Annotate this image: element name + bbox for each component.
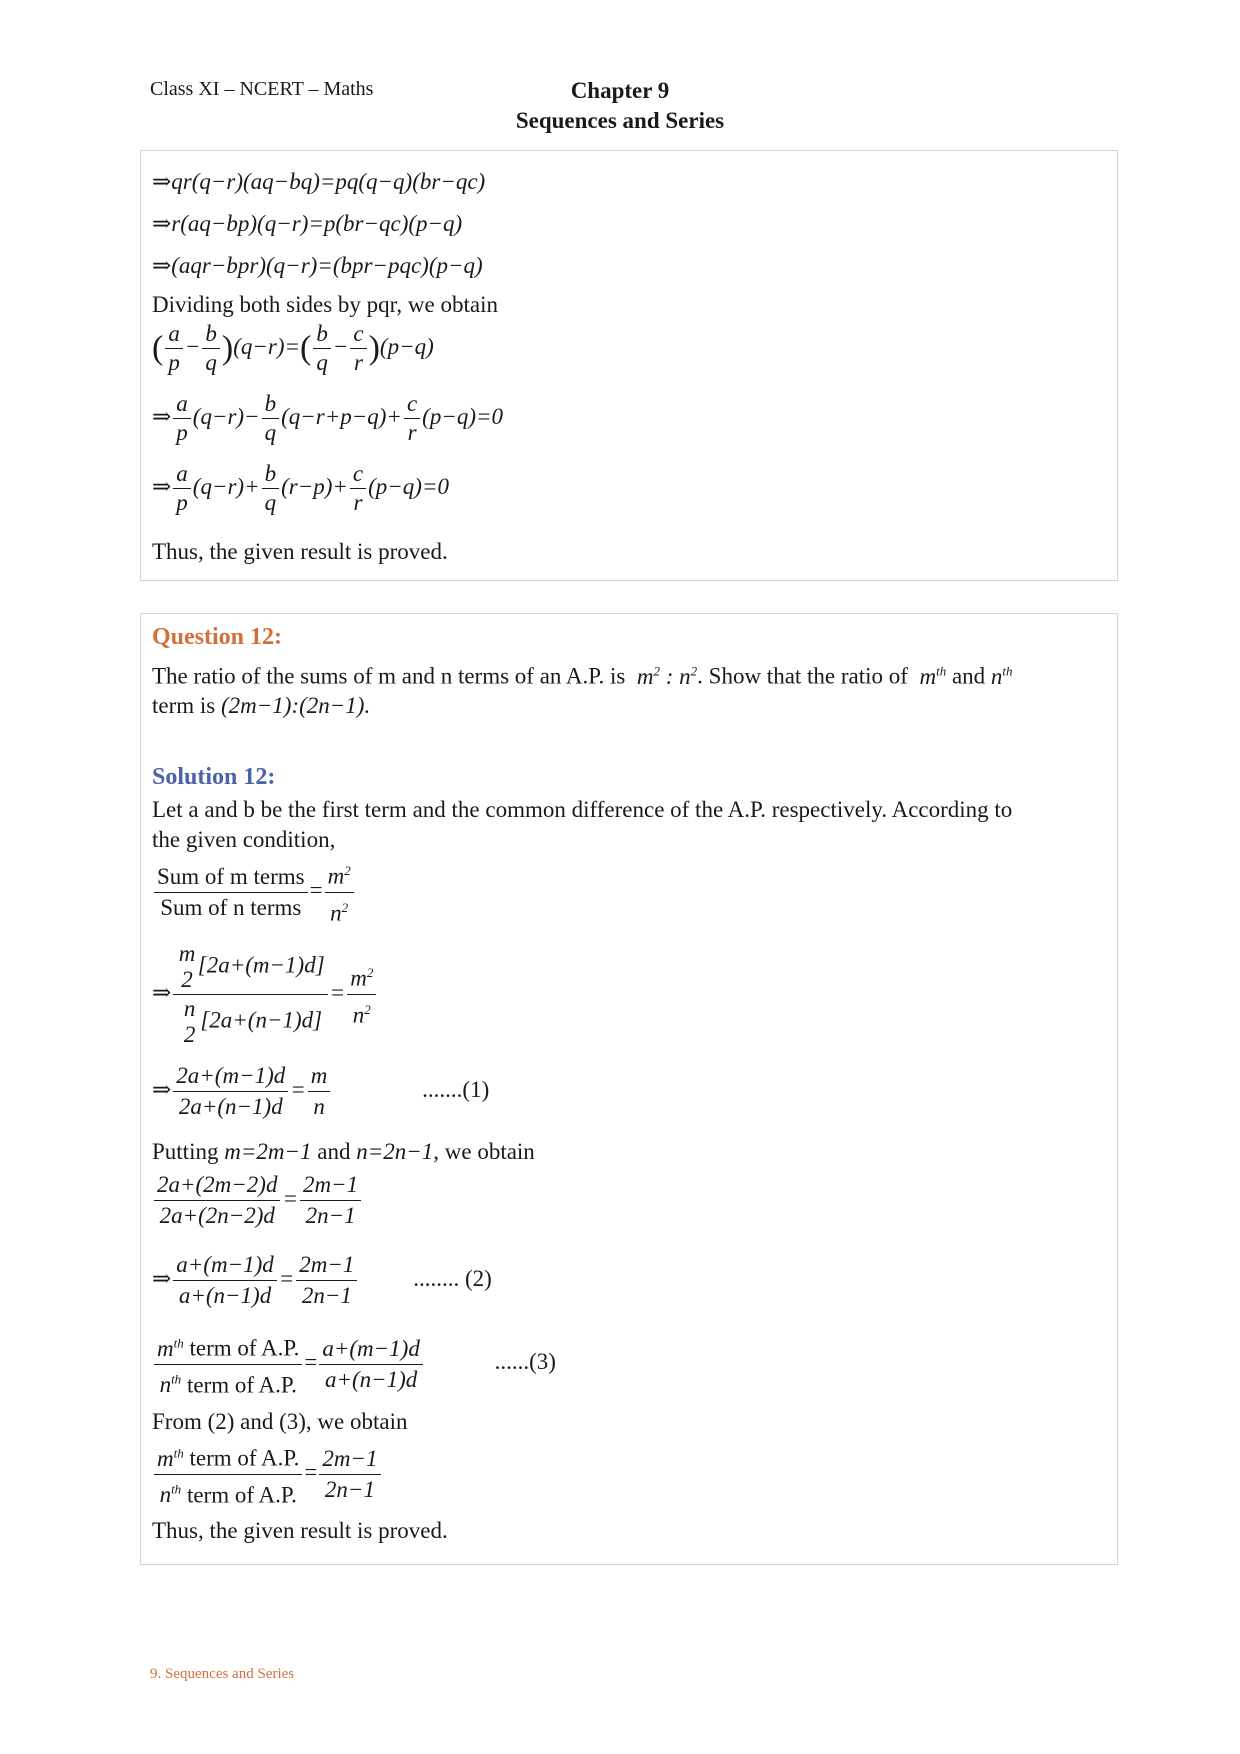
- equation-tag-3: ......(3): [494, 1349, 556, 1375]
- putting-and: and: [317, 1139, 351, 1164]
- equation-tag-2: ........ (2): [413, 1265, 492, 1291]
- question-and: and: [951, 663, 986, 689]
- putting-obtain: , we obtain: [433, 1139, 535, 1164]
- chapter-number: Chapter 9: [570, 78, 670, 103]
- sum-n-terms: Sum of n terms: [160, 894, 302, 920]
- equation-line-5: ⇒ $\frac{a}{p}$ (q−r)− $\frac{b}{q}$ (q−r+p−q)+ $\frac{c}{r}$ (p−q)=0: [152, 391, 504, 445]
- equation-line-6: ⇒ $\frac{a}{p}$ (q−r)+ $\frac{b}{q}$ (r−p)+ $\frac{c}{r}$ (p−q)=0: [152, 461, 449, 515]
- equation-sum-formula: ⇒ m 2 [2a+(m−1)d] n 2 [2a+(n−1)d] = $\frac{m^2}{n^2}$: [152, 942, 378, 1047]
- equation-final: $\frac{m^{th} term of A.P.}{n^{th} term of A.P.}$ = $\frac{2m-1}{2n-1}$: [152, 1440, 383, 1508]
- solution-title: Solution 12:: [152, 764, 276, 790]
- from-text: From (2) and (3), we obtain: [152, 1409, 408, 1434]
- question-text-a: The ratio of the sums of m and n terms of an A.P. is: [152, 663, 626, 689]
- equation-line-4: ( $\frac{a}{p}$ − $\frac{b}{q}$ )(q−r)=( $\frac{b}{q}$ − $\frac{c}{r}$ )(p−q): [152, 321, 434, 375]
- equation-substituted: $\frac{2a+(2m-2)d}{2a+(2n-2)d}$ = $\frac{2m-1}{2n-1}$: [152, 1172, 363, 1229]
- header-chapter: [470, 76, 770, 136]
- putting-line: [152, 1138, 535, 1166]
- equation-tag-1: .......(1): [422, 1076, 490, 1102]
- question-ratio: (2m−1):(2n−1).: [221, 693, 371, 718]
- chapter-title: Sequences and Series: [515, 108, 725, 133]
- question-text-b: . Show that the ratio of: [697, 663, 908, 689]
- question-title: Question 12:: [152, 624, 283, 650]
- header-class-label: Class XI – NCERT – Maths: [150, 78, 374, 100]
- equation-line-3: ⇒(aqr−bpr)(q−r)=(bpr−pqc)(p−q): [152, 253, 483, 278]
- putting-m: m=2m−1: [224, 1139, 312, 1164]
- result-proved-2: Thus, the given result is proved.: [152, 1518, 448, 1543]
- question-text-line-2: [152, 692, 370, 720]
- result-proved-1: Thus, the given result is proved.: [152, 539, 448, 564]
- equation-1: ⇒ $\frac{2a+(m-1)d}{2a+(n-1)d}$ = $\frac{m}{n}$ .......(1): [152, 1063, 490, 1119]
- solution-text-2: the given condition,: [152, 827, 336, 852]
- footer-label: 9. Sequences and Series: [150, 1666, 295, 1682]
- question-text-line-1: The ratio of the sums of m and n terms of an A.P. is $m^2$ : $n^2$. Show that the ratio of $m^{th}$ and $n^{th}$: [152, 663, 1013, 689]
- putting-n: n=2n−1: [356, 1139, 434, 1164]
- equation-3: $\frac{m^{th} term of A.P.}{n^{th} term of A.P.}$ = $\frac{a+(m-1)d}{a+(n-1)d}$ ......(3): [152, 1330, 556, 1398]
- putting-text: Putting: [152, 1139, 219, 1164]
- equation-sum-ratio: $\frac{\text{Sum of m terms}}{\text{Sum of n terms}}$ = $\frac{m^2}{n^2}$: [152, 858, 356, 926]
- dividing-text: Dividing both sides by pqr, we obtain: [152, 292, 498, 317]
- equation-2: ⇒ $\frac{a+(m-1)d}{a+(n-1)d}$ = $\frac{2m-1}{2n-1}$ ........ (2): [152, 1252, 492, 1308]
- equation-line-1: ⇒qr(q−r)(aq−bq)=pq(q−q)(br−qc): [152, 169, 486, 194]
- question-term-is: term is: [152, 693, 216, 718]
- solution-text-1: Let a and b be the first term and the common difference of the A.P. respectively. According to: [152, 797, 1013, 822]
- equation-line-2: ⇒r(aq−bp)(q−r)=p(br−qc)(p−q): [152, 211, 463, 236]
- sum-m-terms: Sum of m terms: [154, 864, 308, 893]
